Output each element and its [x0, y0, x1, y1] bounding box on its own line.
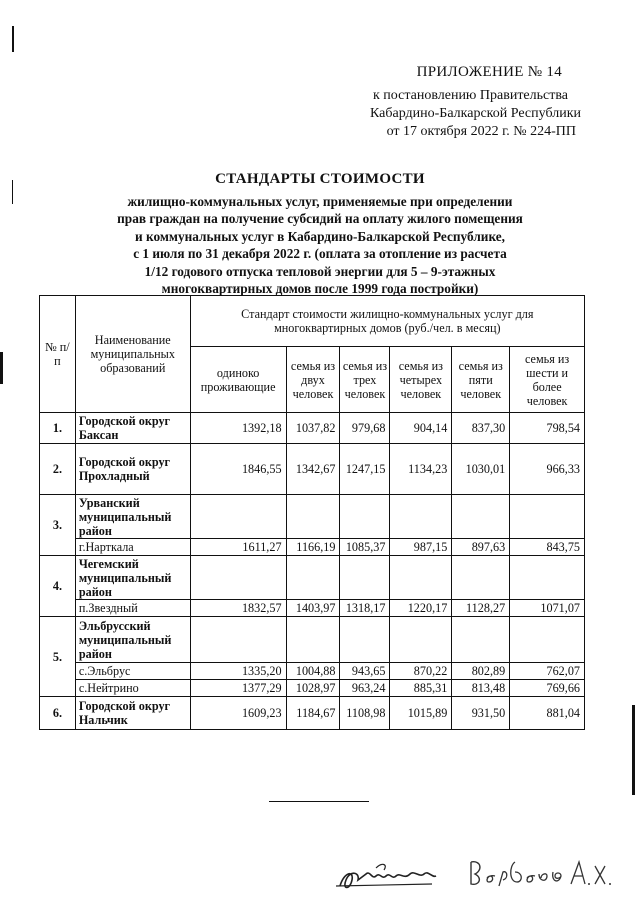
column-header-five: семья из пяти человек	[452, 347, 510, 413]
value-cell: 1004,88	[286, 663, 340, 680]
value-cell: 1318,17	[340, 600, 390, 617]
group-header: Стандарт стоимости жилищно-коммунальных услуг для многоквартирных домов (руб./чел. в месяц)	[190, 296, 584, 347]
value-cell: 987,15	[390, 539, 452, 556]
value-cell: 1609,23	[190, 697, 286, 730]
document-subtitle	[0, 193, 640, 297]
footer-divider	[269, 801, 369, 802]
value-cell: 1846,55	[190, 444, 286, 495]
header-line-1: к постановлению Правительства	[372, 88, 568, 103]
column-header-single: одиноко проживающие	[190, 347, 286, 413]
value-cell: 802,89	[452, 663, 510, 680]
value-cell: 813,48	[452, 680, 510, 697]
scan-mark	[632, 705, 635, 795]
municipality-name: Урванский муниципальный район	[75, 495, 190, 539]
value-cell: 943,65	[340, 663, 390, 680]
value-cell: 843,75	[510, 539, 585, 556]
subtitle-line: многоквартирных домов после 1999 года постройки)	[161, 281, 479, 297]
row-number: 4.	[40, 556, 76, 617]
document-title: СТАНДАРТЫ СТОИМОСТИ	[215, 171, 425, 187]
settlement-name: с.Эльбрус	[75, 663, 190, 680]
value-cell: 769,66	[510, 680, 585, 697]
value-cell: 1611,27	[190, 539, 286, 556]
subtitle-line: с 1 июля по 31 декабря 2022 г. (оплата за отопление из расчета	[133, 246, 507, 262]
signature-name-handwritten	[465, 852, 615, 892]
value-cell: 762,07	[510, 663, 585, 680]
empty-cell	[390, 556, 452, 600]
empty-cell	[190, 556, 286, 600]
row-number: 1.	[40, 413, 76, 444]
scan-mark	[12, 26, 14, 52]
row-number: 5.	[40, 617, 76, 697]
subtitle-line: 1/12 годового отпуска тепловой энергии для 5 – 9-этажных	[144, 263, 496, 279]
value-cell: 870,22	[390, 663, 452, 680]
table-row	[40, 600, 585, 617]
empty-cell	[510, 556, 585, 600]
value-cell: 1335,20	[190, 663, 286, 680]
empty-cell	[340, 495, 390, 539]
empty-cell	[190, 495, 286, 539]
value-cell: 1403,97	[286, 600, 340, 617]
municipality-name: Городской округ Нальчик	[75, 697, 190, 730]
value-cell: 1028,97	[286, 680, 340, 697]
appendix-title: ПРИЛОЖЕНИЕ № 14	[416, 64, 562, 80]
value-cell: 897,63	[452, 539, 510, 556]
municipality-name: Городской округ Баксан	[75, 413, 190, 444]
empty-cell	[390, 495, 452, 539]
empty-cell	[340, 556, 390, 600]
standards-table	[39, 295, 585, 730]
settlement-name: с.Нейтрино	[75, 680, 190, 697]
value-cell: 1166,19	[286, 539, 340, 556]
subtitle-line: и коммунальных услуг в Кабардино-Балкарской Республике,	[134, 228, 506, 244]
row-number: 2.	[40, 444, 76, 495]
value-cell: 979,68	[340, 413, 390, 444]
value-cell: 1037,82	[286, 413, 340, 444]
empty-cell	[452, 617, 510, 663]
value-cell: 1108,98	[340, 697, 390, 730]
subtitle-line: прав граждан на получение субсидий на оплату жилого помещения	[117, 211, 523, 227]
value-cell: 1247,15	[340, 444, 390, 495]
settlement-name: п.Звездный	[75, 600, 190, 617]
value-cell: 1134,23	[390, 444, 452, 495]
table-row	[40, 495, 585, 539]
value-cell: 904,14	[390, 413, 452, 444]
value-cell: 1832,57	[190, 600, 286, 617]
column-header-name: Наименование муниципальных образований	[75, 296, 190, 413]
row-number: 6.	[40, 697, 76, 730]
value-cell: 1220,17	[390, 600, 452, 617]
table-row	[40, 617, 585, 663]
empty-cell	[510, 495, 585, 539]
value-cell: 881,04	[510, 697, 585, 730]
value-cell: 966,33	[510, 444, 585, 495]
column-header-three: семья из трех человек	[340, 347, 390, 413]
value-cell: 1128,27	[452, 600, 510, 617]
table-row	[40, 444, 585, 495]
table-row	[40, 539, 585, 556]
column-header-four: семья из четырех человек	[390, 347, 452, 413]
column-header-number: № п/п	[40, 296, 76, 413]
municipality-name: Чегемский муниципальный район	[75, 556, 190, 600]
table-row	[40, 556, 585, 600]
value-cell: 1184,67	[286, 697, 340, 730]
municipality-name: Эльбрусский муниципальный район	[75, 617, 190, 663]
value-cell: 1030,01	[452, 444, 510, 495]
value-cell: 963,24	[340, 680, 390, 697]
value-cell: 1392,18	[190, 413, 286, 444]
value-cell: 1342,67	[286, 444, 340, 495]
header-line-2: Кабардино-Балкарской Республики	[370, 106, 581, 121]
empty-cell	[452, 495, 510, 539]
row-number: 3.	[40, 495, 76, 556]
value-cell: 1085,37	[340, 539, 390, 556]
empty-cell	[390, 617, 452, 663]
table-row	[40, 680, 585, 697]
empty-cell	[190, 617, 286, 663]
settlement-name: г.Нарткала	[75, 539, 190, 556]
value-cell: 885,31	[390, 680, 452, 697]
empty-cell	[510, 617, 585, 663]
table-row	[40, 413, 585, 444]
value-cell: 798,54	[510, 413, 585, 444]
table-row	[40, 663, 585, 680]
value-cell: 1071,07	[510, 600, 585, 617]
column-header-two: семья из двух человек	[286, 347, 340, 413]
header-line-3: от 17 октября 2022 г. № 224-ПП	[386, 124, 576, 139]
empty-cell	[286, 556, 340, 600]
municipality-name: Городской округ Прохладный	[75, 444, 190, 495]
column-header-six: семья из шести и более человек	[510, 347, 585, 413]
empty-cell	[340, 617, 390, 663]
subtitle-line: жилищно-коммунальных услуг, применяемые при определении	[127, 194, 513, 209]
empty-cell	[452, 556, 510, 600]
scan-mark	[0, 352, 3, 384]
value-cell: 931,50	[452, 697, 510, 730]
value-cell: 1015,89	[390, 697, 452, 730]
value-cell: 837,30	[452, 413, 510, 444]
table-row	[40, 697, 585, 730]
empty-cell	[286, 617, 340, 663]
empty-cell	[286, 495, 340, 539]
value-cell: 1377,29	[190, 680, 286, 697]
